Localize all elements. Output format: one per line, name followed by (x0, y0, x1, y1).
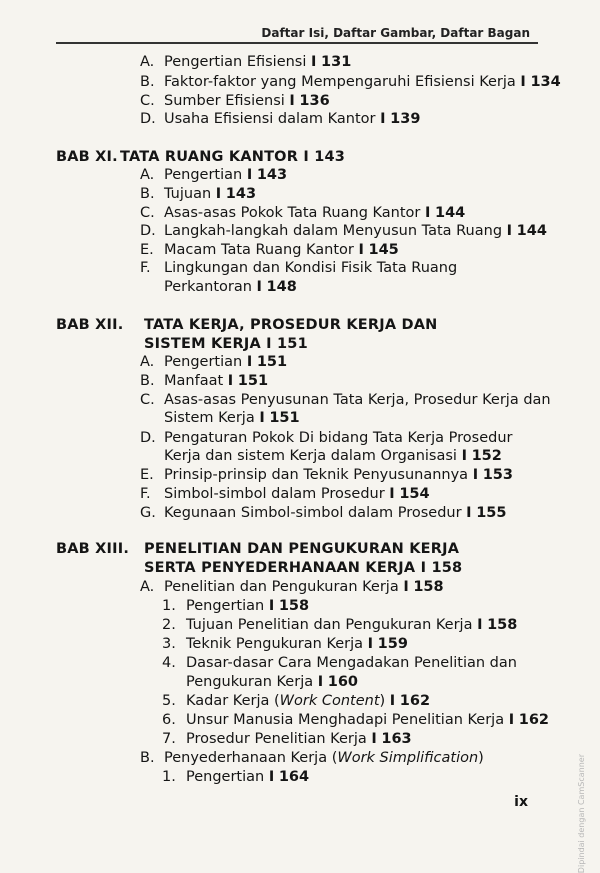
entry-marker: A. (140, 54, 155, 70)
page-separator: I (311, 54, 317, 70)
entry-marker: B. (140, 750, 155, 766)
entry-title: Manfaat (164, 373, 224, 389)
entry-marker: B. (140, 74, 155, 90)
page-number: 131 (321, 54, 352, 70)
entry-marker: 2. (162, 617, 176, 633)
entry-marker: 7. (162, 731, 176, 747)
entry-marker: A. (140, 354, 155, 370)
page-separator: I (367, 636, 374, 652)
page-separator: I (420, 560, 427, 576)
entry-title: Asas-asas Penyusunan Tata Kerja, Prosedur Kerja dan (164, 392, 551, 408)
entry-title-italic: Work Content (279, 693, 380, 709)
page-number: 158 (431, 560, 463, 576)
entry-marker: 4. (162, 655, 176, 671)
page-number: 162 (399, 693, 431, 709)
entry-marker: B. (140, 373, 155, 389)
entry-title: Tujuan Penelitian dan Pengukuran Kerja (186, 617, 473, 633)
chapter-title-continued: SERTA PENYEDERHANAAN KERJA (144, 560, 416, 576)
page-separator: I (466, 505, 472, 521)
entry-title: Usaha Efisiensi dalam Kantor (164, 111, 376, 127)
entry-marker: A. (140, 579, 155, 595)
page-separator: I (227, 373, 234, 389)
page-separator: I (380, 111, 386, 127)
chapter-title: TATA KERJA, PROSEDUR KERJA DAN (144, 317, 438, 333)
page-separator: I (389, 693, 396, 709)
entry-title: Pengaturan Pokok Di bidang Tata Kerja Prosedur (164, 430, 513, 446)
entry-marker: 5. (162, 693, 176, 709)
entry-title: Penyederhanaan Kerja ( (164, 750, 338, 766)
page-number: 158 (413, 579, 444, 595)
entry-marker: E. (140, 467, 154, 483)
page-number: 158 (487, 617, 518, 633)
page-separator: I (508, 712, 515, 728)
page-number: 160 (327, 674, 359, 690)
page-separator: I (268, 769, 275, 785)
entry-title: Langkah-langkah dalam Menyusun Tata Ruang (164, 223, 503, 239)
entry-marker: F. (140, 486, 151, 502)
page-separator: I (266, 336, 272, 352)
entry-title: Kegunaan Simbol-simbol dalam Prosedur (164, 505, 462, 521)
entry-title: Pengertian (186, 598, 265, 614)
page-separator: I (215, 186, 222, 202)
entry-marker: B. (140, 186, 155, 202)
page-number: 158 (278, 598, 310, 614)
page-number: 154 (399, 486, 430, 502)
page-number: 151 (256, 354, 288, 370)
entry-marker: D. (140, 111, 156, 127)
entry-marker: D. (140, 223, 156, 239)
page-number: 148 (266, 279, 297, 295)
page-number: 145 (368, 242, 399, 258)
page-separator: I (520, 74, 526, 90)
entry-marker: 1. (162, 598, 176, 614)
entry-title: Lingkungan dan Kondisi Fisik Tata Ruang (164, 260, 458, 276)
page-number: 144 (516, 223, 547, 239)
page-separator: I (389, 486, 395, 502)
page-folio: ix (514, 794, 528, 810)
chapter-title: PENELITIAN DAN PENGUKURAN KERJA (144, 541, 460, 557)
entry-title-suffix: ) (379, 693, 386, 709)
entry-title: Pengertian (164, 167, 243, 183)
chapter-title-continued: SISTEM KERJA (144, 336, 261, 352)
entry-title: Macam Tata Ruang Kantor (164, 242, 354, 258)
page-number: 159 (377, 636, 408, 652)
entry-title: Pengertian (186, 769, 265, 785)
page-separator: I (371, 731, 377, 747)
entry-title: Pengertian (164, 354, 243, 370)
page-number: 152 (471, 448, 502, 464)
entry-title: Tujuan (164, 186, 212, 202)
page-number: 151 (237, 373, 269, 389)
page-separator: I (289, 93, 295, 109)
page-separator: I (259, 410, 265, 426)
entry-title-continued: Pengukuran Kerja (186, 674, 314, 690)
header-rule (56, 42, 538, 44)
entry-title: Sumber Efisiensi (164, 93, 285, 109)
entry-title: Kadar Kerja ( (186, 693, 280, 709)
page-separator: I (246, 167, 253, 183)
entry-title-continued: Sistem Kerja (164, 410, 255, 426)
entry-title: Teknik Pengukuran Kerja (186, 636, 364, 652)
page-number: 155 (476, 505, 507, 521)
page-separator: I (256, 279, 262, 295)
toc-subentry-continued (186, 672, 358, 692)
entry-marker: A. (140, 167, 155, 183)
entry-title-continued: Kerja dan sistem Kerja dalam Organisasi (164, 448, 457, 464)
toc-entry-continued (164, 277, 297, 297)
entry-title-italic: Work Simplification (337, 750, 479, 766)
entry-title: Unsur Manusia Menghadapi Penelitian Kerja (186, 712, 505, 728)
page-number: 164 (278, 769, 310, 785)
entry-marker: G. (140, 505, 156, 521)
page-separator: I (461, 448, 467, 464)
scanner-watermark: Dipindai dengan CamScanner (577, 754, 586, 873)
page-number: 134 (530, 74, 561, 90)
entry-marker: 6. (162, 712, 176, 728)
page-separator: I (403, 579, 409, 595)
entry-title: Pengertian Efisiensi (164, 54, 307, 70)
page-number: 151 (277, 336, 308, 352)
entry-marker: E. (140, 242, 154, 258)
entry-marker: F. (140, 260, 151, 276)
page-number: 163 (381, 731, 412, 747)
page-number: 143 (314, 149, 346, 165)
page-separator: I (477, 617, 483, 633)
entry-title: Asas-asas Pokok Tata Ruang Kantor (164, 205, 421, 221)
page-separator: I (268, 598, 275, 614)
chapter-label: BAB XI. (56, 149, 118, 165)
chapter-title: TATA RUANG KANTOR (120, 149, 299, 165)
page-number: 144 (435, 205, 466, 221)
entry-title: Penelitian dan Pengukuran Kerja (164, 579, 399, 595)
page-separator: I (506, 223, 513, 239)
entry-title-continued: Perkantoran (164, 279, 252, 295)
page-separator: I (424, 205, 431, 221)
entry-title: Simbol-simbol dalam Prosedur (164, 486, 385, 502)
page-number: 143 (225, 186, 257, 202)
entry-title: Prosedur Penelitian Kerja (186, 731, 367, 747)
page-number: 153 (482, 467, 513, 483)
toc-entry-continued (164, 408, 300, 428)
page-separator: I (472, 467, 479, 483)
page-separator: I (303, 149, 309, 165)
entry-marker: 1. (162, 769, 176, 785)
entry-marker: 3. (162, 636, 176, 652)
page-number: 139 (390, 111, 421, 127)
page-number: 151 (269, 410, 300, 426)
chapter-heading-continued (144, 334, 308, 354)
entry-marker: C. (140, 205, 155, 221)
entry-marker: C. (140, 93, 155, 109)
chapter-label: BAB XII. (56, 317, 124, 333)
entry-title: Prinsip-prinsip dan Teknik Penyusunannya (164, 467, 469, 483)
page-number: 143 (256, 167, 288, 183)
chapter-label: BAB XIII. (56, 541, 130, 557)
running-header: Daftar Isi, Daftar Gambar, Daftar Bagan (261, 26, 530, 40)
entry-marker: D. (140, 430, 156, 446)
entry-marker: C. (140, 392, 155, 408)
page-separator: I (317, 674, 324, 690)
page-separator: I (358, 242, 364, 258)
chapter-heading-continued (144, 558, 462, 578)
entry-title: Faktor-faktor yang Mempengaruhi Efisiensi Kerja (164, 74, 516, 90)
page-number: 136 (299, 93, 330, 109)
page-number: 162 (518, 712, 550, 728)
entry-title: Dasar-dasar Cara Mengadakan Penelitian dan (186, 655, 517, 671)
entry-title-suffix: ) (478, 750, 484, 766)
page-separator: I (246, 354, 253, 370)
toc-entry-continued (164, 446, 502, 466)
